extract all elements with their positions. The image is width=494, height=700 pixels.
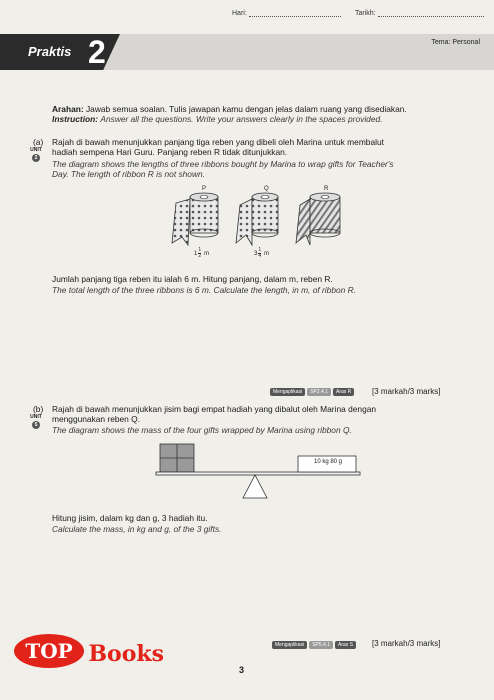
question-b-task-malay: Hitung jisim, dalam kg dan g, 3 hadiah itu. [52,513,208,523]
unit-badge-a [30,147,42,162]
tarikh-label: Tarikh: [355,10,376,17]
instruction-malay-text: Jawab semua soalan. Tulis jawapan kamu dengan jelas dalam ruang yang disediakan. [85,104,407,114]
question-a-english-line1: The diagram shows the lengths of three ribbons bought by Marina to wrap gifts for Teacher's [52,159,394,169]
ribbon-r-roll [296,193,340,245]
ribbon-q-length [254,248,269,259]
question-b-malay-line1: Rajah di bawah menunjukkan jisim bagi empat hadiah yang dibalut oleh Marina dengan [52,404,377,414]
instruction-english-text: Answer all the questions. Write your answers clearly in the spaces provided. [100,114,383,124]
question-b-task-english: Calculate the mass, in kg and g, of the 3 gifts. [52,524,222,534]
ribbon-p-denominator: 2 [198,253,202,259]
question-a-english-line2: Day. The length of ribbon R is not shown. [52,169,206,179]
topbooks-logo-books: Books [88,640,165,667]
hari-field [232,10,341,17]
ribbon-p-whole: 1 [194,250,198,257]
question-a-task-malay: Jumlah panjang tiga reben itu ialah 6 m. Hitung panjang, dalam m, reben R. [52,274,333,284]
question-a-malay-line2: hadiah sempena Hari Guru. Panjang reben R tidak ditunjukkan. [52,147,288,157]
ribbon-p-length [194,248,209,259]
ribbon-r-label: R [324,186,329,192]
question-b-tag-level: Aras S [335,641,356,649]
ribbon-q-denominator: 4 [258,253,262,259]
question-a-tag-level: Aras R [333,388,354,396]
instruction-english-prefix: Instruction: [52,114,99,124]
theme-label: Tema: Personal [431,39,480,46]
instruction-malay-prefix: Arahan: [52,104,84,114]
page-number: 3 [239,665,245,675]
ribbon-p-unit: m [204,250,210,257]
question-a-tag-skill: Mengaplikasi [270,388,305,396]
instruction-malay [52,104,407,114]
question-a-marks: [3 markah/3 marks] [372,387,441,396]
unit-badge-a-text: UNIT [30,147,42,153]
ribbon-q-whole: 3 [254,250,258,257]
ribbon-p-fraction [198,248,201,259]
balance-diagram [150,440,370,502]
praktis-number: 2 [88,34,106,70]
question-b-marks: [3 markah/3 marks] [372,639,441,648]
ribbon-q-label: Q [264,186,269,192]
hari-label: Hari: [232,10,247,17]
ribbon-q-roll [236,193,278,245]
tarikh-dots [378,10,484,17]
hari-dots [249,10,341,17]
balance-fulcrum [243,475,267,498]
unit-badge-b-text: UNIT [30,414,42,420]
weight-label: 10 kg 80 g [313,459,343,465]
question-b-label: (b) [33,404,44,414]
question-a-task-english: The total length of the three ribbons is 6 m. Calculate the length, in m, of ribbon R. [52,285,356,295]
balance-beam [156,472,360,475]
tarikh-field [355,10,484,17]
unit-badge-b-number: 5 [32,421,40,429]
question-a-label: (a) [33,137,44,147]
unit-badge-b [30,414,42,429]
question-b-malay-line2: menggunakan reben Q. [52,414,140,424]
ribbon-q-unit: m [264,250,270,257]
praktis-label: Praktis [28,44,72,59]
question-b-tag-code: SP5.4.1 [309,641,333,649]
ribbon-p-numerator: 1 [198,247,202,253]
ribbon-p-roll [172,193,218,245]
question-a-tag-code: SP2.4.1 [307,388,331,396]
ribbon-q-numerator: 1 [258,247,262,253]
question-b-english-line1: The diagram shows the mass of the four gifts wrapped by Marina using ribbon Q. [52,425,352,435]
question-a-malay-line1: Rajah di bawah menunjukkan panjang tiga reben yang dibeli oleh Marina untuk membalut [52,137,384,147]
question-b-tags [272,641,356,649]
unit-badge-a-number: 2 [32,154,40,162]
question-b-tag-skill: Mengaplikasi [272,641,307,649]
topbooks-logo [14,634,164,668]
question-a-tags [270,388,354,396]
instruction-english [52,114,382,124]
ribbon-q-fraction [258,248,261,259]
ribbon-p-label: P [202,186,207,192]
topbooks-logo-top: TOP [14,634,84,668]
